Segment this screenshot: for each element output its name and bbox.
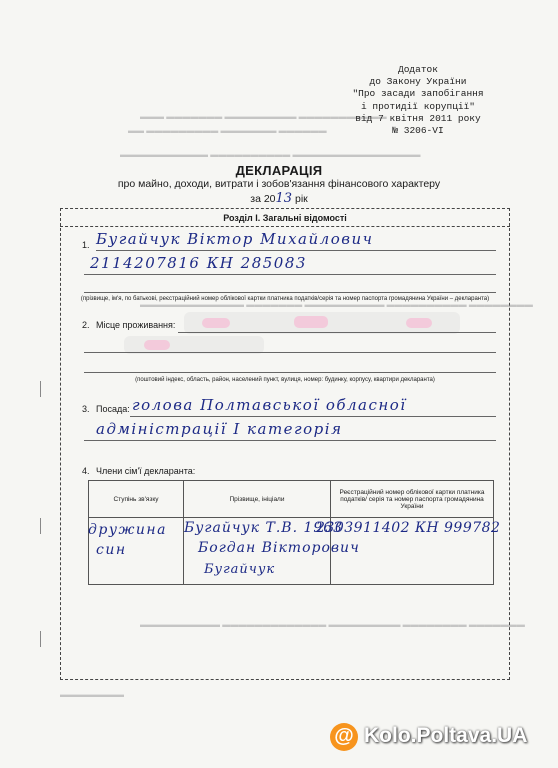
section-divider	[60, 226, 510, 227]
position-line-1-handwritten: голова Полтавської обласної	[132, 396, 407, 414]
declarant-id-handwritten: 2114207816 КН 285083	[90, 254, 307, 272]
form-line	[178, 332, 496, 333]
appendix-line: № 3206-VI	[392, 125, 444, 137]
bleed-through-text: ▬▬▬▬▬▬▬▬▬▬▬ ▬▬▬▬▬▬▬▬▬▬ ▬▬▬▬▬▬▬▬▬▬▬▬▬▬▬▬	[120, 150, 421, 159]
margin-mark	[40, 518, 41, 534]
form-line	[84, 274, 496, 275]
form-line	[130, 416, 496, 417]
appendix-line: до Закону України	[369, 76, 467, 88]
item-1-number: 1.	[82, 240, 90, 250]
residence-label: Місце проживання:	[96, 320, 176, 330]
appendix-line: "Про засади запобігання	[352, 88, 484, 100]
item-2-caption: (поштовий індекс, область, район, населений пункт, вулиця, номер: будинку, корпусу, квартири декларанта)	[135, 377, 435, 383]
year-suffix: рік	[292, 193, 308, 205]
at-symbol-icon: @	[330, 723, 358, 751]
appendix-line: Додаток	[398, 64, 438, 75]
appendix-line: і протидії корупції"	[360, 100, 476, 112]
form-line	[84, 292, 496, 293]
item-3-number: 3.	[82, 404, 90, 414]
document-title: ДЕКЛАРАЦІЯ	[235, 163, 323, 178]
bleed-through-text: ▬▬▬▬▬▬▬▬▬▬ ▬▬▬▬▬▬▬▬▬▬▬▬▬ ▬▬▬▬▬▬▬▬▬ ▬▬▬▬▬▬▬▬ ▬▬▬▬▬▬▬	[140, 620, 525, 629]
son-surname-handwritten: Бугайчук	[204, 562, 276, 577]
bleed-through-text: ▬▬▬ ▬▬▬▬▬▬▬ ▬▬▬▬▬▬▬▬▬ ▬▬▬▬▬▬▬▬▬▬▬	[140, 112, 387, 121]
declaration-year	[0, 191, 558, 206]
section-heading: Розділ І. Загальні відомості	[223, 213, 347, 223]
header-name: Прізвище, ініціали	[184, 481, 331, 518]
year-prefix: за 20	[250, 193, 276, 205]
form-line	[84, 372, 496, 373]
law-appendix-note	[308, 64, 528, 137]
item-2-number: 2.	[82, 320, 90, 330]
form-line	[96, 250, 496, 251]
redacted-address	[184, 312, 460, 334]
item-1-caption: (прізвище, ім'я, по батькові, реєстраційний номер облікової картки платника податків/серія та номер паспорта громадянина України – декларанта)	[80, 296, 490, 302]
bleed-through-text: ▬▬ ▬▬▬▬▬▬▬▬▬ ▬▬▬▬▬▬▬ ▬▬▬▬▬▬	[128, 126, 327, 135]
form-line	[84, 440, 496, 441]
son-name-handwritten: Богдан Вікторович	[198, 540, 360, 556]
wife-id-handwritten: 2303911402 КН 999782	[316, 520, 501, 536]
header-relation: Ступінь зв'язку	[89, 481, 184, 518]
margin-mark	[40, 631, 41, 647]
wife-name-handwritten: Бугайчук Т.В. 1963	[184, 520, 344, 536]
margin-mark	[40, 381, 41, 397]
position-line-2-handwritten: адміністрації І категорія	[96, 420, 343, 438]
site-watermark	[326, 714, 558, 762]
header-id: Реєстраційний номер облікової картки платника податків/ серія та номер паспорта громадянина України	[331, 481, 494, 518]
document-subtitle: про майно, доходи, витрати і зобов'язання фінансового характеру	[117, 178, 441, 190]
declarant-name-handwritten: Бугайчук Віктор Михайлович	[96, 230, 374, 248]
year-handwritten: 13	[275, 191, 293, 206]
relation-wife-handwritten: дружина	[88, 522, 167, 538]
watermark-text: Kolo.Poltava.UA	[364, 724, 528, 747]
bleed-through-text: ▬▬▬▬▬▬▬▬	[60, 690, 124, 699]
section-frame	[60, 208, 510, 680]
bleed-through-text: ▬▬▬▬▬▬▬▬▬▬▬▬▬ ▬▬▬▬▬▬▬ ▬▬▬▬▬▬▬▬▬▬ ▬▬▬▬▬▬▬▬▬▬ ▬▬▬▬▬▬▬▬	[140, 300, 533, 309]
family-label: Члени сім'ї декларанта:	[96, 466, 196, 476]
appendix-line: від 7 квітня 2011 року	[355, 112, 481, 124]
form-line	[84, 352, 496, 353]
item-4-number: 4.	[82, 466, 90, 476]
relation-son-handwritten: син	[96, 542, 127, 558]
position-label: Посада:	[96, 404, 130, 414]
